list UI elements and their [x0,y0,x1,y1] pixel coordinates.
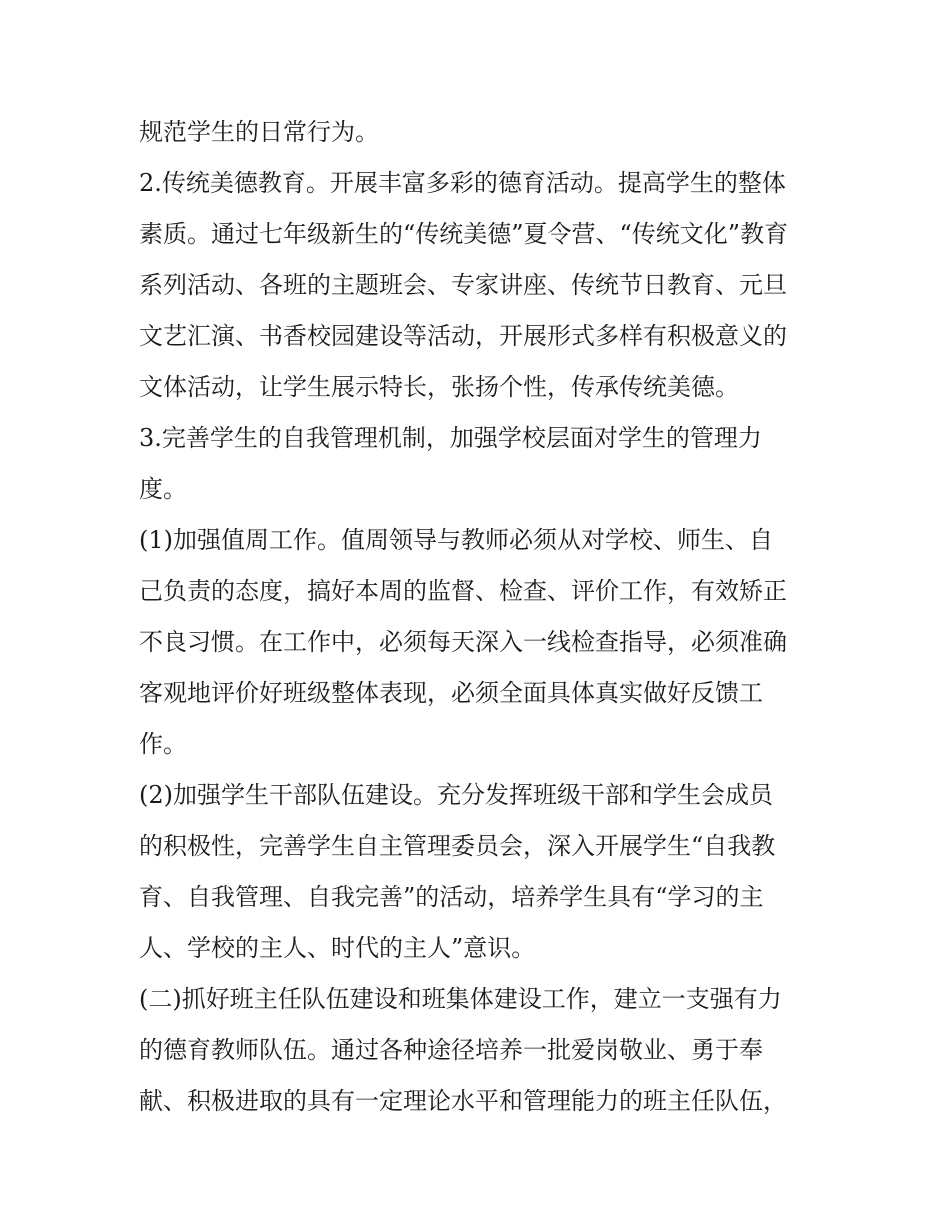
text-line: 3.完善学生的自我管理机制，加强学校层面对学生的管理力 [139,424,762,452]
text-line: 己负责的态度，搞好本周的监督、检查、评价工作，有效矫正 [139,577,787,605]
text-line: 人、学校的主人、时代的主人”意识。 [139,934,536,962]
text-line: (二)抓好班主任队伍建设和班集体建设工作，建立一支强有力 [139,985,782,1013]
text-line: 度。 [139,475,187,503]
text-line: 系列活动、各班的主题班会、专家讲座、传统节日教育、元旦 [139,271,787,299]
text-line: 育、自我管理、自我完善”的活动，培养学生具有“学习的主 [139,883,764,911]
text-line: 的积极性，完善学生自主管理委员会，深入开展学生“自我教 [139,832,776,860]
text-line: 素质。通过七年级新生的“传统美德”夏令营、“传统文化”教育 [139,220,789,248]
text-line: 客观地评价好班级整体表现，必须全面具体真实做好反馈工 [139,679,763,707]
text-line: 规范学生的日常行为。 [139,118,379,146]
body-text [139,107,829,1127]
text-line: (2)加强学生干部队伍建设。充分发挥班级干部和学生会成员 [139,781,773,809]
text-line: 献、积极进取的具有一定理论水平和管理能力的班主任队伍， [139,1087,787,1115]
text-line: 2.传统美德教育。开展丰富多彩的德育活动。提高学生的整体 [139,169,786,197]
text-line: 的德育教师队伍。通过各种途径培养一批爱岗敬业、勇于奉 [139,1036,763,1064]
text-line: (1)加强值周工作。值周领导与教师必须从对学校、师生、自 [139,526,773,554]
text-line: 不良习惯。在工作中，必须每天深入一线检查指导，必须准确 [139,628,787,656]
text-line: 文艺汇演、书香校园建设等活动，开展形式多样有积极意义的 [139,322,787,350]
text-line: 作。 [139,730,187,758]
text-line: 文体活动，让学生展示特长，张扬个性，传承传统美德。 [139,373,739,401]
